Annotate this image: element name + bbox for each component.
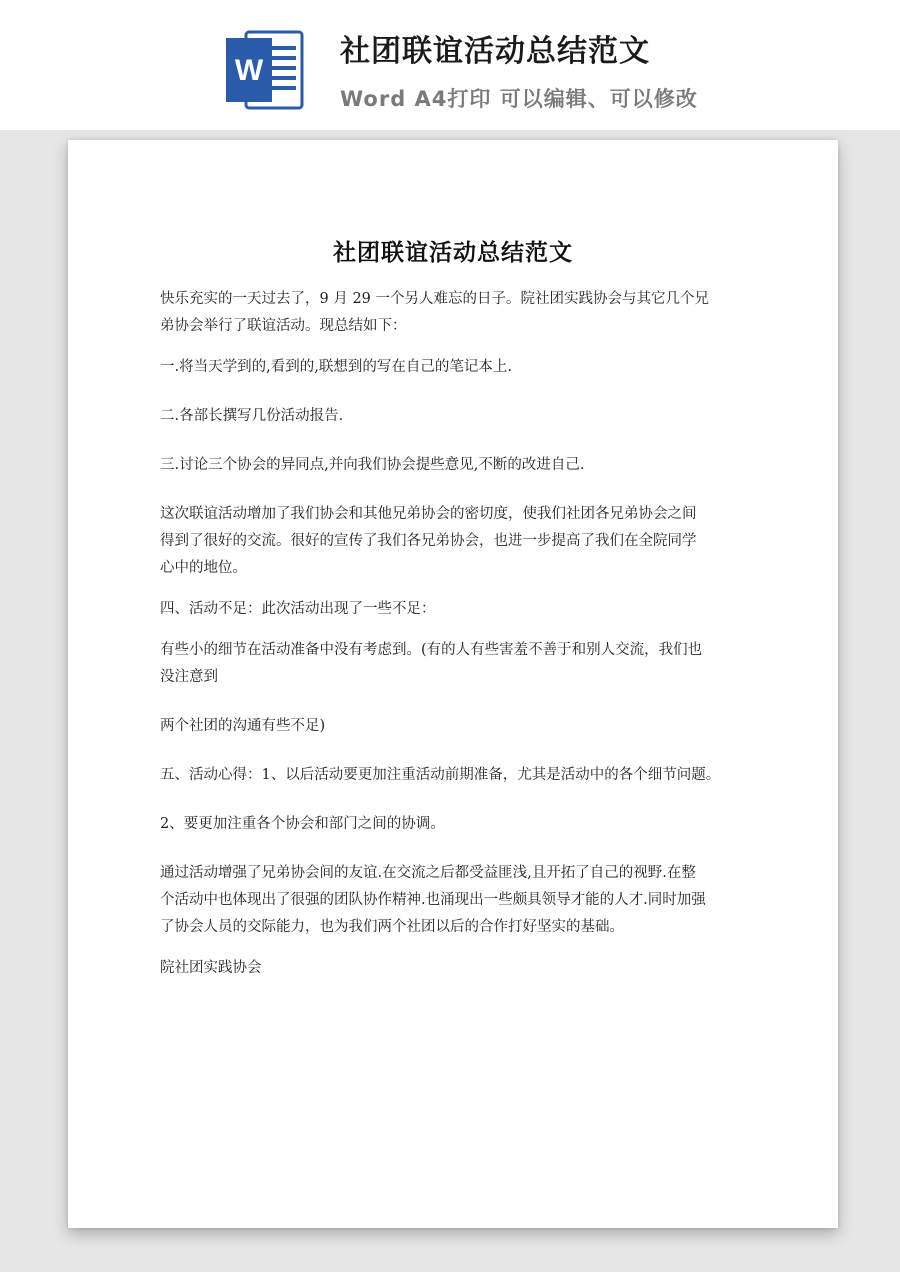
banner-subtitle: Word A4打印 可以编辑、可以修改 xyxy=(340,87,698,111)
paragraph-line: 五、活动心得：1、以后活动要更加注重活动前期准备，尤其是活动中的各个细节问题。 xyxy=(160,767,721,783)
word-doc-icon xyxy=(224,28,306,112)
document-title: 社团联谊活动总结范文 xyxy=(333,239,573,266)
paragraph-line: 2、要更加注重各个协会和部门之间的协调。 xyxy=(160,816,445,832)
paragraph-line: 二.各部长撰写几份活动报告. xyxy=(160,408,344,424)
paragraph-line: 两个社团的沟通有些不足) xyxy=(160,718,326,734)
header-banner xyxy=(0,0,900,130)
paragraph-line: 有些小的细节在活动准备中没有考虑到。(有的人有些害羞不善于和别人交流，我们也 xyxy=(160,642,703,658)
paragraph-line: 通过活动增强了兄弟协会间的友谊.在交流之后都受益匪浅,且开拓了自己的视野.在整 xyxy=(160,865,696,881)
paragraph-line: 这次联谊活动增加了我们协会和其他兄弟协会的密切度，使我们社团各兄弟协会之间 xyxy=(160,506,697,522)
document-body xyxy=(160,286,760,982)
paragraph-line: 得到了很好的交流。很好的宣传了我们各兄弟协会，也进一步提高了我们在全院同学 xyxy=(160,533,697,549)
paragraph-line: 了协会人员的交际能力，也为我们两个社团以后的合作打好坚实的基础。 xyxy=(160,919,624,935)
paragraph-line: 四、活动不足：此次活动出现了一些不足： xyxy=(160,601,436,617)
paragraph-line: 心中的地位。 xyxy=(160,560,247,576)
word-icon-letter: W xyxy=(234,54,264,87)
paragraph-line: 一.将当天学到的,看到的,联想到的写在自己的笔记本上. xyxy=(160,359,512,375)
banner-title: 社团联谊活动总结范文 xyxy=(340,34,650,69)
paragraph-line: 个活动中也体现出了很强的团队协作精神.也涌现出一些颇具领导才能的人才.同时加强 xyxy=(160,892,706,908)
paragraph-line: 没注意到 xyxy=(160,669,218,685)
paragraph-line: 弟协会举行了联谊活动。现总结如下： xyxy=(160,318,407,334)
signature-line: 院社团实践协会 xyxy=(160,960,262,976)
paragraph-line: 三.讨论三个协会的异同点,并向我们协会提些意见,不断的改进自己. xyxy=(160,457,585,473)
paragraph-line: 快乐充实的一天过去了，9 月 29 一个另人难忘的日子。院社团实践协会与其它几个兄 xyxy=(160,291,710,307)
